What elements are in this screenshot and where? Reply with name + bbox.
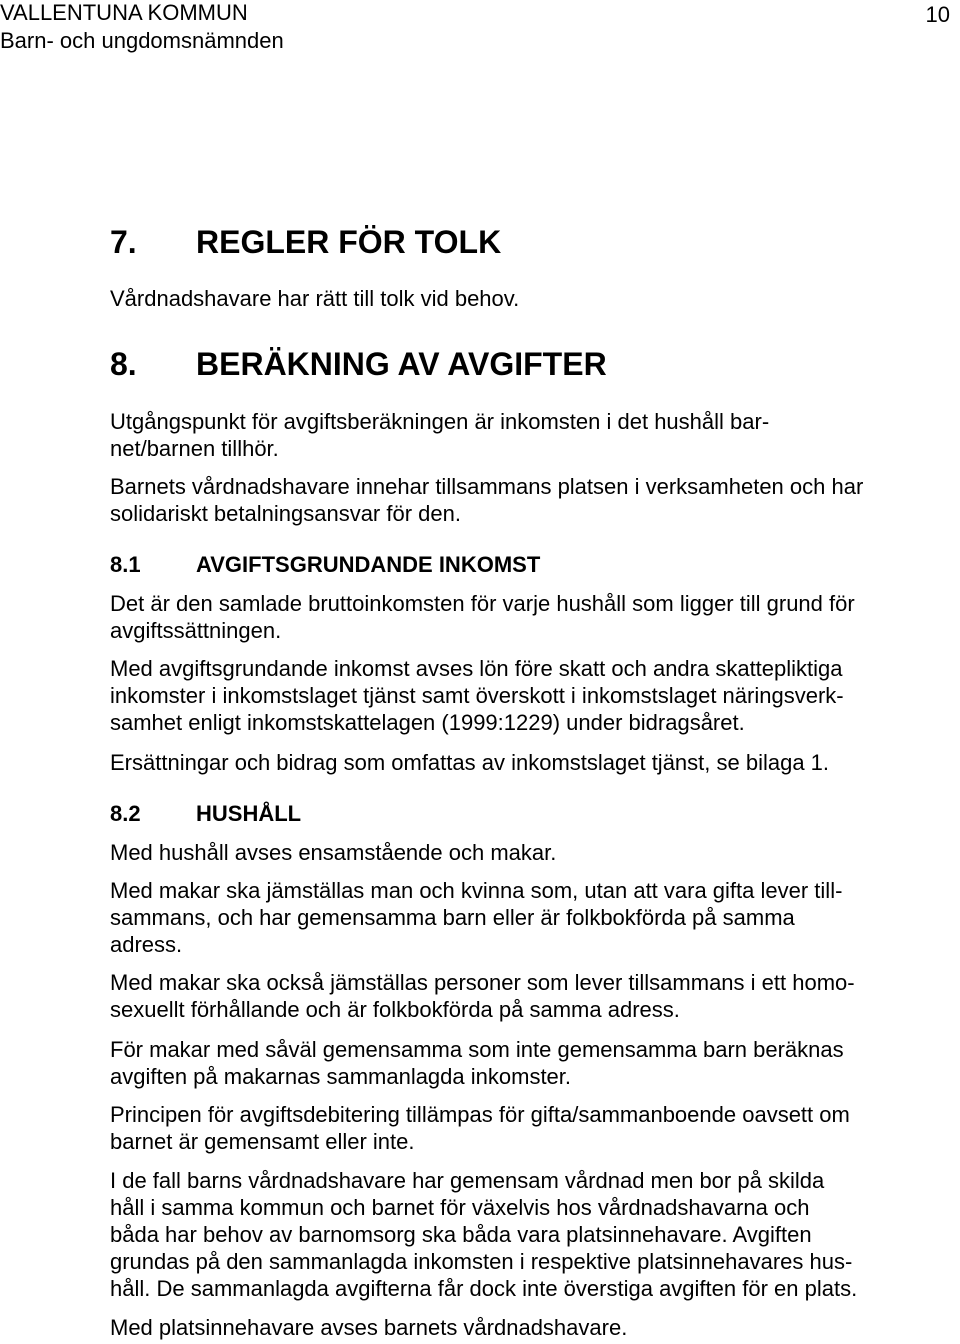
paragraph-line: Principen för avgiftsdebitering tillämpas för gifta/sammanboende oavsett om	[110, 1102, 850, 1127]
section-7-heading	[110, 224, 501, 260]
paragraph	[110, 655, 922, 736]
section-number: 7.	[110, 224, 137, 260]
section-title: HUSHÅLL	[196, 801, 302, 826]
paragraph-line: grundas på den sammanlagda inkomsten i respektive platsinnehavares hus-	[110, 1249, 853, 1274]
paragraph-line: sexuellt förhållande och är folkbokförda på samma adress.	[110, 997, 680, 1022]
paragraph-line: håll i samma kommun och barnet för växelvis hos vårdnadshavarna och	[110, 1195, 810, 1220]
section-title: AVGIFTSGRUNDANDE INKOMST	[196, 552, 541, 577]
paragraph-line: avgiften på makarnas sammanlagda inkomster.	[110, 1064, 572, 1089]
paragraph	[110, 1167, 922, 1302]
paragraph-line: solidariskt betalningsansvar för den.	[110, 501, 461, 526]
paragraph-line: Barnets vårdnadshavare innehar tillsammans platsen i verksamheten och har	[110, 474, 864, 499]
paragraph-line: net/barnen tillhör.	[110, 436, 279, 461]
page-number: 10	[925, 2, 950, 27]
paragraph-line: håll. De sammanlagda avgifterna får dock inte överstiga avgiften för en plats.	[110, 1276, 858, 1301]
paragraph-line: Med platsinnehavare avses barnets vårdnadshavare.	[110, 1315, 628, 1340]
paragraph-line: Det är den samlade bruttoinkomsten för varje hushåll som ligger till grund för	[110, 591, 855, 616]
header-organization: VALLENTUNA KOMMUN	[0, 0, 248, 25]
section-8-1-heading	[110, 552, 540, 578]
paragraph-line: I de fall barns vårdnadshavare har gemensam vårdnad men bor på skilda	[110, 1168, 825, 1193]
paragraph-line: båda har behov av barnomsorg ska båda vara platsinnehavare. Avgiften	[110, 1222, 812, 1247]
paragraph-line: Med makar ska också jämställas personer som lever tillsammans i ett homo-	[110, 970, 855, 995]
paragraph	[110, 839, 922, 866]
paragraph-line: Med avgiftsgrundande inkomst avses lön före skatt och andra skattepliktiga	[110, 656, 843, 681]
paragraph-line: Ersättningar och bidrag som omfattas av inkomstslaget tjänst, se bilaga 1.	[110, 750, 830, 775]
paragraph-line: barnet är gemensamt eller inte.	[110, 1129, 415, 1154]
section-title: BERÄKNING AV AVGIFTER	[196, 346, 607, 382]
section-number: 8.2	[110, 801, 141, 826]
paragraph-line: Med makar ska jämställas man och kvinna som, utan att vara gifta lever till-	[110, 878, 843, 903]
section-number: 8.	[110, 346, 137, 382]
paragraph-line: För makar med såväl gemensamma som inte gemensamma barn beräknas	[110, 1037, 844, 1062]
paragraph	[110, 408, 922, 462]
paragraph-line: sammans, och har gemensamma barn eller är folkbokförda på samma	[110, 905, 795, 930]
section-title: REGLER FÖR TOLK	[196, 224, 502, 260]
paragraph	[110, 285, 922, 312]
paragraph	[110, 749, 922, 776]
paragraph	[110, 1101, 922, 1155]
paragraph-line: Vårdnadshavare har rätt till tolk vid behov.	[110, 286, 520, 311]
section-8-heading	[110, 346, 607, 382]
section-number: 8.1	[110, 552, 141, 577]
header-department: Barn- och ungdomsnämnden	[0, 28, 284, 53]
paragraph-line: adress.	[110, 932, 183, 957]
paragraph	[110, 969, 922, 1023]
paragraph	[110, 877, 922, 958]
paragraph-line: Med hushåll avses ensamstående och makar.	[110, 840, 557, 865]
paragraph	[110, 590, 922, 644]
paragraph-line: avgiftssättningen.	[110, 618, 282, 643]
paragraph	[110, 473, 922, 527]
paragraph	[110, 1036, 922, 1090]
paragraph	[110, 1314, 922, 1341]
section-8-2-heading	[110, 801, 301, 827]
paragraph-line: inkomster i inkomstslaget tjänst samt överskott i inkomstslaget näringsverk-	[110, 683, 844, 708]
paragraph-line: Utgångspunkt för avgiftsberäkningen är inkomsten i det hushåll bar-	[110, 409, 770, 434]
paragraph-line: samhet enligt inkomstskattelagen (1999:1229) under bidragsåret.	[110, 710, 745, 735]
